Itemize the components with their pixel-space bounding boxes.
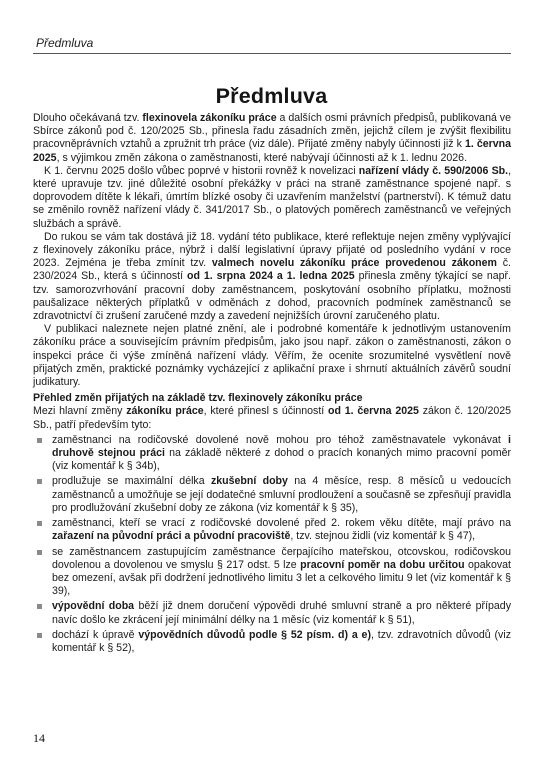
text-run: zaměstnanci, kteří se vrací z rodičovské dovolené před 2. rokem věku dítěte, mají právo na bbox=[52, 517, 511, 530]
bold-run: valmech novelu zákoníku práce provedenou zákonem bbox=[211, 257, 497, 270]
square-bullet-icon bbox=[37, 604, 42, 609]
bold-run: zkušební doby bbox=[210, 475, 288, 488]
preface-paragraph bbox=[33, 165, 511, 231]
preface-paragraph bbox=[33, 112, 511, 165]
text-run: zákon č. 120/2025 Sb., patří především tyto: bbox=[33, 405, 512, 431]
text-run: , které přinesl s účinností bbox=[203, 405, 329, 418]
text-run: č. 230/2024 Sb., která s účinností bbox=[33, 257, 511, 283]
bold-run: zařazení na původní práci a původní pracoviště bbox=[52, 530, 291, 543]
page-title: Předmluva bbox=[215, 84, 328, 109]
text-run: na 4 měsíce, resp. 8 měsíců u vedoucích zaměstnanců a umožňuje se její dodatečné smluvní prodloužení a současně se zpřesňují pravidla pro prodlužování zkušební doby ze zákona (viz komentář k § 35), bbox=[52, 475, 511, 514]
changes-list bbox=[33, 434, 511, 655]
list-item bbox=[52, 475, 511, 515]
text-run: Mezi hlavní změny bbox=[33, 405, 127, 418]
bold-run: 1. června 2025 bbox=[33, 138, 511, 164]
text-run: , s výjimkou změn zákona o zaměstnanosti, které nabývají účinnosti až k 1. lednu 2026. bbox=[56, 151, 468, 164]
text-run: Do rukou se vám tak dostává již 18. vydání této publikace, které reflektuje nejen změny vyplývající z flexinovely zákoníku práce, nýbrž i další legislativní úpravy přijaté od posledního vydání v roce 2023. Zejména je třeba zmínit tzv. bbox=[33, 230, 511, 270]
text-run: běží již dnem doručení výpovědi druhé smluvní straně a pro některé případy navíc došlo ke zkrácení její minimální délky na 1 měsíc (viz komentář k § 51), bbox=[52, 600, 511, 626]
page-number: 14 bbox=[33, 731, 45, 745]
section-intro bbox=[33, 405, 511, 431]
bold-run: od 1. srpna 2024 a 1. ledna 2025 bbox=[186, 270, 355, 283]
preface-paragraph bbox=[33, 323, 511, 389]
bold-run: výpovědní doba bbox=[52, 600, 135, 613]
square-bullet-icon bbox=[37, 479, 42, 484]
list-item bbox=[52, 517, 511, 543]
bold-run: flexinovela zákoníku práce bbox=[142, 112, 277, 124]
preface-paragraph bbox=[33, 231, 511, 323]
bold-run: výpovědních důvodů podle § 52 písm. d) a e) bbox=[138, 628, 371, 641]
preface-paragraphs bbox=[33, 112, 511, 389]
list-item bbox=[52, 546, 511, 599]
body-text bbox=[33, 112, 511, 657]
bold-run: i druhově stejnou práci bbox=[52, 433, 511, 460]
list-item bbox=[52, 600, 511, 626]
text-run: přinesla změny týkající se např. tzv. samorozvrhování pracovní doby zaměstnancem, poskytování osobního příplatku, možnosti paušalizace některých příplatků v odměnách z dohod, pracovních podmínek zaměstnanců se zdravotnictví či zrušení zaručené mzdy a zavedení nejnižších úrovní zaručeného platu. bbox=[33, 270, 511, 323]
text-run: V publikaci naleznete nejen platné znění, ale i podrobné komentáře k jednotlivým ustanovením zákoníku práce a souvisejícím právním předpisům, jako jsou např. zákon o zaměstnanosti, zákon o inspekci práce či výše zmíněná nařízení vlády. Věřím, že ocenite srozumitelné vysvětlení nově přijatých změn, praktické poznámky vycházející z aplikační praxe i shrnutí aktuálních závěrů soudní judikatury. bbox=[33, 323, 511, 389]
text-run: opakovat bez omezení, avšak při dodržení jednotlivého limitu 3 let a celkového limitu 9 let (viz komentář k § 39), bbox=[52, 558, 511, 598]
text-run: dochází k úpravě bbox=[52, 628, 139, 641]
section-heading: Přehled změn přijatých na základě tzv. flexinovely zákoníku práce bbox=[33, 392, 363, 405]
square-bullet-icon bbox=[37, 550, 42, 555]
bold-run: zákoníku práce bbox=[126, 405, 204, 418]
text-run: , tzv. stejnou židli (viz komentář k § 47), bbox=[290, 530, 476, 543]
text-run: K 1. červnu 2025 došlo vůbec poprvé v historii rovněž k novelizaci bbox=[44, 164, 359, 177]
text-run: se zaměstnancem zastupujícím zaměstnance čerpajícího mateřskou, otcovskou, rodičovskou dovolenou a dovolenou ve smyslu § 217 odst. 5 lze bbox=[52, 545, 511, 571]
text-run: , které upravuje tzv. jiné důležité osobní překážky v práci na straně zaměstnance spojené např. s doprovodem dítěte k lékaři, úmrtím blízké osoby či uzavřením manželství (partnerství). K témuž datu se změnilo rovněž nařízení vlády č. 341/2017 Sb., o platových poměrech zaměstnanců ve veřejných službách a správě. bbox=[33, 164, 512, 230]
bold-run: pracovní poměr na dobu určitou bbox=[300, 558, 465, 571]
header-rule bbox=[33, 53, 511, 54]
text-run: zaměstnanci na rodičovské dovolené nově mohou pro téhož zaměstnavatele vykonávat bbox=[52, 433, 509, 446]
running-header-title: Předmluva bbox=[36, 36, 94, 50]
bold-run: nařízení vlády č. 590/2006 Sb. bbox=[358, 164, 509, 177]
text-run: na základě některé z dohod o pracích konaných mimo pracovní poměr (viz komentář k § 34b), bbox=[52, 447, 511, 473]
text-run: prodlužuje se maximální délka bbox=[52, 475, 211, 488]
bold-run: od 1. června 2025 bbox=[328, 405, 419, 418]
list-item bbox=[52, 629, 511, 655]
text-run: Dlouho očekávaná tzv. bbox=[33, 112, 143, 124]
square-bullet-icon bbox=[37, 633, 42, 638]
text-run: a dalších osmi právních předpisů, publikovaná ve Sbírce zákonů pod č. 120/2025 Sb., přinesla řadu zásadních změn, jejichž cílem je zvýšit flexibilitu pracovněprávních vztahů a zpružnit trh práce (viz dále). Přijaté změny nabyly účinnosti již k bbox=[33, 112, 511, 151]
list-item bbox=[52, 434, 511, 474]
square-bullet-icon bbox=[37, 438, 42, 443]
square-bullet-icon bbox=[37, 521, 42, 526]
text-run: , tzv. zdravotních důvodů (viz komentář k § 52), bbox=[52, 628, 511, 654]
